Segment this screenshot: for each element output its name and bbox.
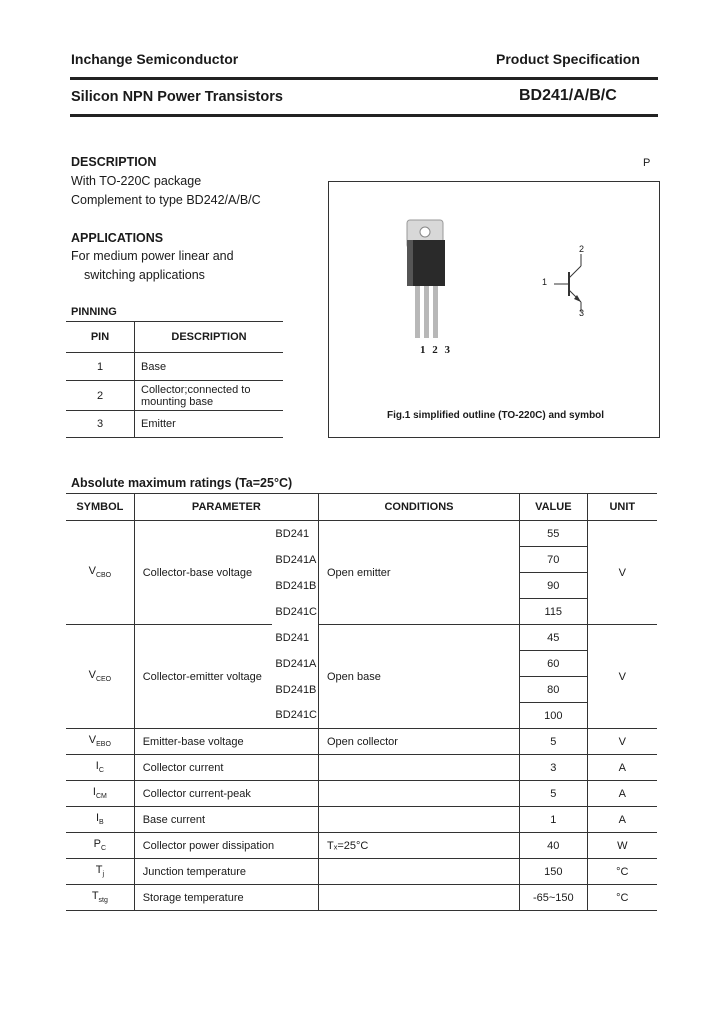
unit-cell: °C [587, 859, 657, 885]
symbol-cell: $T_j$ [66, 859, 134, 885]
pin-description: Emitter [135, 411, 284, 438]
symbol-cell: $I_C$ [66, 755, 134, 781]
pin-number: 1 [66, 353, 135, 381]
param-cell: Base current [134, 807, 318, 833]
param-cell: Collector-emitter voltage [134, 625, 272, 729]
cond-cell: Open base [319, 625, 520, 729]
value-cell: 5 [519, 781, 587, 807]
symbol-cell: $T_{stg}$ [66, 885, 134, 911]
cond-cell: Open emitter [319, 521, 520, 625]
variant-cell: BD241A [272, 547, 318, 573]
variant-cell: BD241A [272, 651, 318, 677]
symbol-cell: $V_{CEO}$ [66, 625, 134, 729]
package-outline-drawing [329, 182, 659, 437]
doc-type: Product Specification [496, 51, 640, 67]
company-name: Inchange Semiconductor [71, 51, 239, 67]
value-cell: 55 [519, 521, 587, 547]
symbol-cell: $I_B$ [66, 807, 134, 833]
unit-cell: W [587, 833, 657, 859]
table-row [66, 755, 657, 781]
product-line: Silicon NPN Power Transistors [71, 89, 283, 105]
cond-cell: Tₓ=25°C [319, 833, 520, 859]
col-conditions: CONDITIONS [319, 494, 520, 521]
variant-cell: BD241B [272, 677, 318, 703]
pin-number: 2 [66, 381, 135, 411]
value-cell: 45 [519, 625, 587, 651]
table-row [66, 859, 657, 885]
param-cell: Collector-base voltage [134, 521, 272, 625]
pin-number: 3 [66, 411, 135, 438]
ratings-table [66, 493, 657, 911]
value-cell: 100 [519, 703, 587, 729]
variant-cell: BD241 [272, 521, 318, 547]
cond-cell [319, 859, 520, 885]
pin-description: Collector;connected to mounting base [135, 381, 284, 411]
header-rule [70, 77, 658, 80]
value-cell: -65~150 [519, 885, 587, 911]
pin-description: Base [135, 353, 284, 381]
symbol-pin-2: 2 [579, 244, 585, 254]
unit-cell: V [587, 729, 657, 755]
description-title: DESCRIPTION [71, 155, 157, 169]
param-cell: Collector current-peak [134, 781, 318, 807]
unit-cell: A [587, 781, 657, 807]
col-value: VALUE [519, 494, 587, 521]
col-symbol: SYMBOL [66, 494, 134, 521]
col-parameter: PARAMETER [134, 494, 318, 521]
param-cell: Emitter-base voltage [134, 729, 318, 755]
figure-box [328, 181, 660, 438]
symbol-cell: $I_{CM}$ [66, 781, 134, 807]
value-cell: 40 [519, 833, 587, 859]
symbol-cell: $P_C$ [66, 833, 134, 859]
value-cell: 3 [519, 755, 587, 781]
unit-cell: V [587, 625, 657, 729]
unit-cell: V [587, 521, 657, 625]
value-cell: 90 [519, 573, 587, 599]
variant-cell: BD241B [272, 573, 318, 599]
description-item-1: With TO-220C package [71, 174, 202, 188]
unit-cell: A [587, 807, 657, 833]
cond-cell [319, 807, 520, 833]
table-row [66, 833, 657, 859]
title-rule [70, 114, 658, 117]
table-row [66, 729, 657, 755]
unit-cell: A [587, 755, 657, 781]
pinning-table [66, 321, 283, 438]
value-cell: 60 [519, 651, 587, 677]
cond-cell: Open collector [319, 729, 520, 755]
table-row [66, 625, 657, 651]
param-cell: Storage temperature [134, 885, 318, 911]
value-cell: 115 [519, 599, 587, 625]
symbol-pin-1: 1 [542, 277, 548, 287]
variant-cell: BD241C [272, 703, 318, 729]
value-cell: 80 [519, 677, 587, 703]
applications-title: APPLICATIONS [71, 231, 164, 245]
symbol-cell: $V_{CBO}$ [66, 521, 134, 625]
value-cell: 1 [519, 807, 587, 833]
table-row [66, 885, 657, 911]
symbol-pin-3: 3 [579, 308, 585, 318]
ratings-title: Absolute maximum ratings (Ta=25°C) [71, 476, 293, 490]
applications-item-2: switching applications [84, 268, 205, 282]
value-cell: 5 [519, 729, 587, 755]
col-unit: UNIT [587, 494, 657, 521]
applications-item-1: For medium power linear and [71, 249, 234, 263]
description-item-2: Complement to type BD242/A/B/C [71, 193, 261, 207]
cond-cell [319, 781, 520, 807]
param-cell: Collector current [134, 755, 318, 781]
table-row [66, 521, 657, 547]
variant-cell: BD241C [272, 599, 318, 625]
variant-cell: BD241 [272, 625, 318, 651]
table-row [66, 807, 657, 833]
pin-header: PIN [66, 322, 135, 353]
symbol-cell: $V_{EBO}$ [66, 729, 134, 755]
corner-mark: P [643, 157, 651, 169]
unit-cell: °C [587, 885, 657, 911]
package-pin-numbers: 1 2 3 [420, 344, 452, 356]
cond-cell [319, 885, 520, 911]
param-cell: Collector power dissipation [134, 833, 318, 859]
param-cell: Junction temperature [134, 859, 318, 885]
cond-cell [319, 755, 520, 781]
value-cell: 70 [519, 547, 587, 573]
table-row [66, 781, 657, 807]
figure-caption: Fig.1 simplified outline (TO-220C) and symbol [387, 410, 605, 421]
pinning-title: PINNING [71, 306, 117, 318]
part-number: BD241/A/B/C [519, 87, 617, 104]
value-cell: 150 [519, 859, 587, 885]
pin-desc-header: DESCRIPTION [135, 322, 284, 353]
